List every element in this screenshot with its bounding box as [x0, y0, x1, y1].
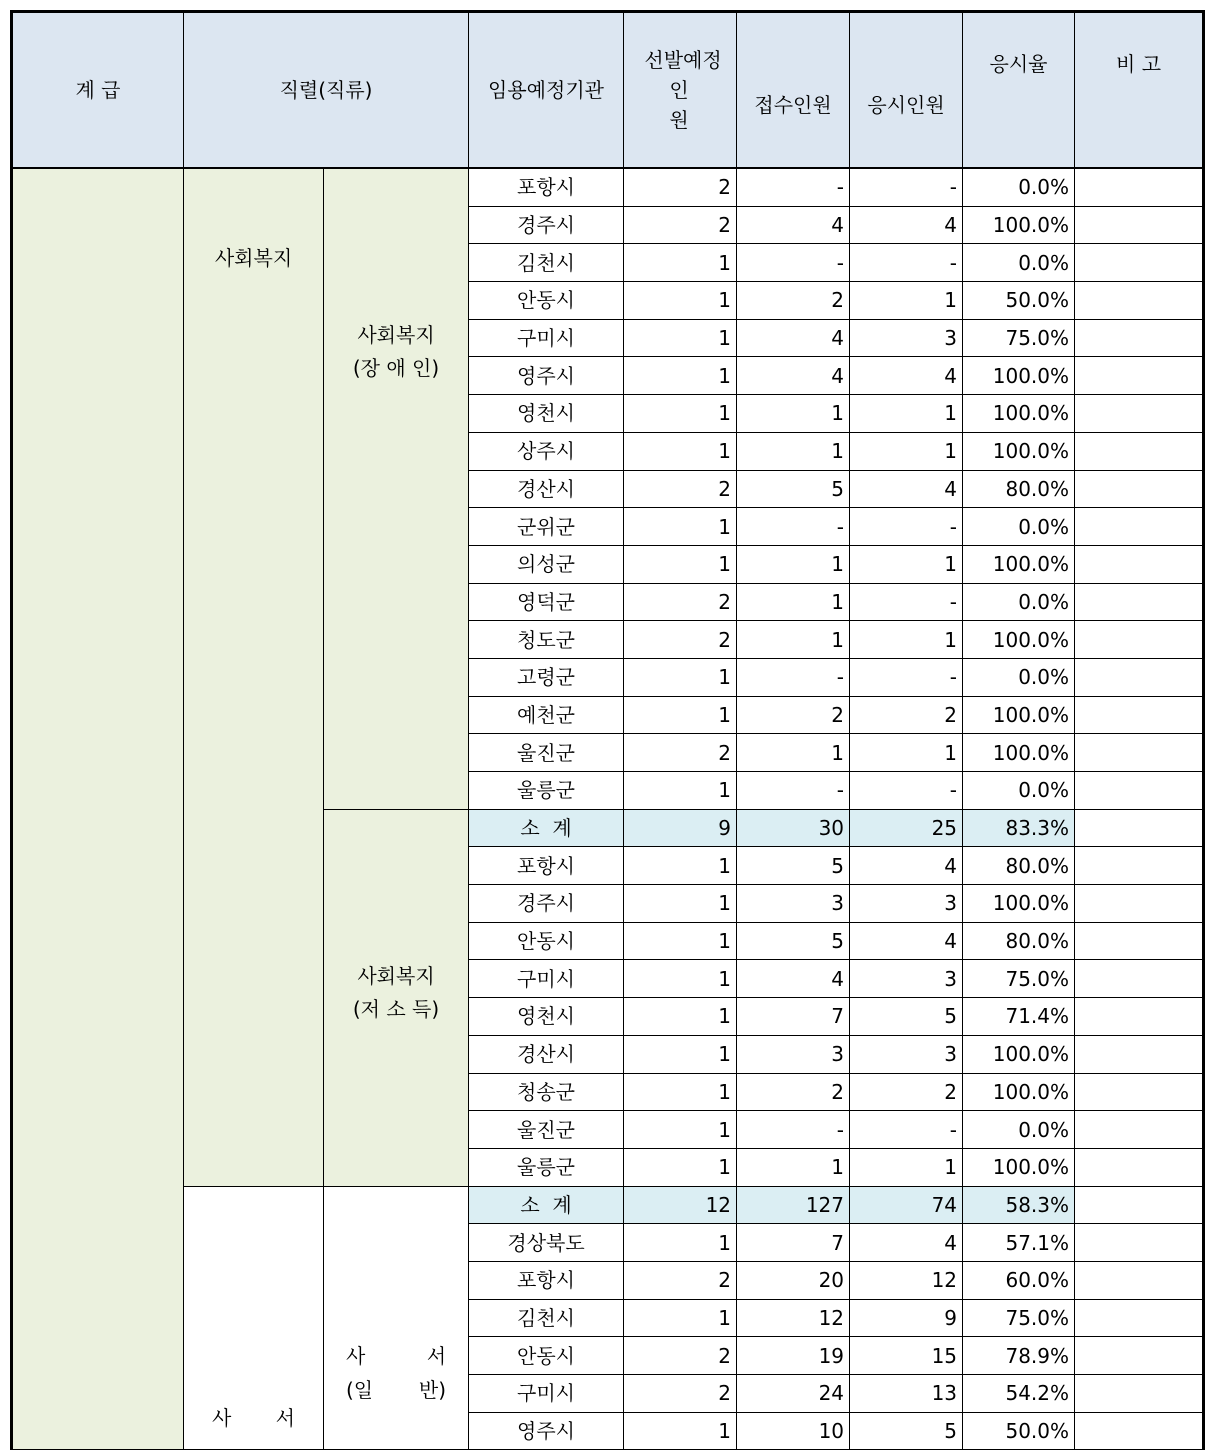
rate-cell: 0.0%: [963, 168, 1075, 206]
note-cell: [1075, 395, 1204, 433]
received-cell: 4: [737, 357, 850, 395]
rate-cell: 58.3%: [963, 1186, 1075, 1224]
received-cell: 24: [737, 1375, 850, 1413]
received-cell: 3: [737, 885, 850, 923]
rate-cell: 50.0%: [963, 282, 1075, 320]
table-row: [12, 168, 1204, 206]
received-cell: -: [737, 508, 850, 546]
agency-cell: 청송군: [469, 1073, 624, 1111]
agency-cell: 포항시: [469, 1261, 624, 1299]
examinees-cell: 4: [850, 922, 963, 960]
selection-cell: 2: [624, 1337, 737, 1375]
subseries-lowincome-line2: (저 소 득): [352, 996, 440, 1021]
subseries-librarian-general: [324, 1186, 469, 1450]
received-cell: 1: [737, 621, 850, 659]
rate-cell: 50.0%: [963, 1412, 1075, 1450]
selection-cell: 1: [624, 545, 737, 583]
rate-cell: 100.0%: [963, 545, 1075, 583]
note-cell: [1075, 734, 1204, 772]
agency-cell: 구미시: [469, 319, 624, 357]
received-cell: 2: [737, 282, 850, 320]
note-cell: [1075, 1073, 1204, 1111]
note-cell: [1075, 847, 1204, 885]
agency-cell: 소 계: [469, 1186, 624, 1224]
received-cell: 5: [737, 922, 850, 960]
header-selection-line2b: 원: [669, 108, 689, 132]
received-cell: -: [737, 168, 850, 206]
selection-cell: 1: [624, 1073, 737, 1111]
selection-cell: 9: [624, 809, 737, 847]
selection-cell: 1: [624, 847, 737, 885]
agency-cell: 소 계: [469, 809, 624, 847]
header-examinees: 응시인원: [850, 12, 963, 169]
note-cell: [1075, 1111, 1204, 1149]
selection-cell: 1: [624, 922, 737, 960]
rate-cell: 100.0%: [963, 734, 1075, 772]
agency-cell: 안동시: [469, 922, 624, 960]
examinees-cell: 12: [850, 1261, 963, 1299]
rate-cell: 0.0%: [963, 1111, 1075, 1149]
grade-cell: [12, 168, 184, 1450]
examinees-cell: 1: [850, 621, 963, 659]
received-cell: 30: [737, 809, 850, 847]
selection-cell: 1: [624, 508, 737, 546]
note-cell: [1075, 1035, 1204, 1073]
examinees-cell: -: [850, 772, 963, 810]
examinees-cell: 4: [850, 357, 963, 395]
subseries-lowincome: [324, 809, 469, 1186]
note-cell: [1075, 282, 1204, 320]
agency-cell: 구미시: [469, 1375, 624, 1413]
agency-cell: 안동시: [469, 282, 624, 320]
examinees-cell: 15: [850, 1337, 963, 1375]
subseries-librarian-general-b: 서: [426, 1344, 447, 1369]
received-cell: 1: [737, 1148, 850, 1186]
received-cell: 2: [737, 1073, 850, 1111]
examinees-cell: 1: [850, 282, 963, 320]
note-cell: [1075, 244, 1204, 282]
header-note: 비 고: [1075, 12, 1204, 169]
agency-cell: 경주시: [469, 206, 624, 244]
series-librarian-a: 사: [212, 1406, 232, 1431]
note-cell: [1075, 583, 1204, 621]
examinees-cell: 4: [850, 847, 963, 885]
agency-cell: 울진군: [469, 734, 624, 772]
rate-cell: 100.0%: [963, 1148, 1075, 1186]
header-selection: [624, 12, 737, 169]
received-cell: 1: [737, 432, 850, 470]
received-cell: 5: [737, 470, 850, 508]
note-cell: [1075, 357, 1204, 395]
received-cell: -: [737, 1111, 850, 1149]
subtotal-row: [12, 1186, 1204, 1224]
note-cell: [1075, 1337, 1204, 1375]
selection-cell: 1: [624, 319, 737, 357]
examinees-cell: 4: [850, 470, 963, 508]
note-cell: [1075, 168, 1204, 206]
received-cell: 7: [737, 1224, 850, 1262]
series-social-welfare-label: 사회복지: [214, 246, 293, 270]
rate-cell: 80.0%: [963, 470, 1075, 508]
selection-cell: 2: [624, 206, 737, 244]
series-social-welfare: [184, 168, 324, 1186]
note-cell: [1075, 772, 1204, 810]
selection-cell: 1: [624, 998, 737, 1036]
examinees-cell: 2: [850, 696, 963, 734]
agency-cell: 영주시: [469, 1412, 624, 1450]
agency-cell: 김천시: [469, 1299, 624, 1337]
rate-cell: 75.0%: [963, 1299, 1075, 1337]
note-cell: [1075, 809, 1204, 847]
note-cell: [1075, 432, 1204, 470]
header-grade: 계 급: [12, 12, 184, 169]
agency-cell: 영주시: [469, 357, 624, 395]
examinees-cell: 1: [850, 734, 963, 772]
rate-cell: 75.0%: [963, 960, 1075, 998]
note-cell: [1075, 1148, 1204, 1186]
agency-cell: 상주시: [469, 432, 624, 470]
exam-statistics-table: [10, 10, 1205, 1450]
received-cell: 1: [737, 734, 850, 772]
note-cell: [1075, 545, 1204, 583]
note-cell: [1075, 922, 1204, 960]
selection-cell: 1: [624, 885, 737, 923]
rate-cell: 100.0%: [963, 432, 1075, 470]
subseries-lowincome-line1: 사회복지: [357, 963, 435, 988]
rate-cell: 83.3%: [963, 809, 1075, 847]
examinees-cell: -: [850, 1111, 963, 1149]
note-cell: [1075, 206, 1204, 244]
selection-cell: 1: [624, 772, 737, 810]
agency-cell: 경주시: [469, 885, 624, 923]
selection-cell: 1: [624, 1148, 737, 1186]
header-rate: 응시율: [963, 12, 1075, 169]
note-cell: [1075, 696, 1204, 734]
agency-cell: 경산시: [469, 470, 624, 508]
selection-cell: 1: [624, 658, 737, 696]
agency-cell: 포항시: [469, 847, 624, 885]
rate-cell: 54.2%: [963, 1375, 1075, 1413]
selection-cell: 2: [624, 1261, 737, 1299]
examinees-cell: 3: [850, 960, 963, 998]
examinees-cell: 13: [850, 1375, 963, 1413]
subseries-librarian-general-a: 사: [346, 1344, 366, 1369]
examinees-cell: 1: [850, 545, 963, 583]
examinees-cell: 1: [850, 395, 963, 433]
note-cell: [1075, 885, 1204, 923]
received-cell: 10: [737, 1412, 850, 1450]
table-header-row: [12, 12, 1204, 169]
received-cell: -: [737, 772, 850, 810]
rate-cell: 100.0%: [963, 885, 1075, 923]
received-cell: 127: [737, 1186, 850, 1224]
subseries-disabled-line1: 사회복지: [357, 323, 435, 347]
rate-cell: 100.0%: [963, 1035, 1075, 1073]
received-cell: 1: [737, 545, 850, 583]
rate-cell: 0.0%: [963, 508, 1075, 546]
agency-cell: 군위군: [469, 508, 624, 546]
examinees-cell: 25: [850, 809, 963, 847]
selection-cell: 1: [624, 1035, 737, 1073]
rate-cell: 100.0%: [963, 621, 1075, 659]
agency-cell: 경상북도: [469, 1224, 624, 1262]
series-librarian: [184, 1186, 324, 1450]
examinees-cell: 5: [850, 1412, 963, 1450]
note-cell: [1075, 508, 1204, 546]
received-cell: 3: [737, 1035, 850, 1073]
rate-cell: 57.1%: [963, 1224, 1075, 1262]
agency-cell: 구미시: [469, 960, 624, 998]
note-cell: [1075, 960, 1204, 998]
examinees-cell: 74: [850, 1186, 963, 1224]
examinees-cell: 1: [850, 1148, 963, 1186]
examinees-cell: -: [850, 244, 963, 282]
received-cell: 1: [737, 583, 850, 621]
agency-cell: 김천시: [469, 244, 624, 282]
examinees-cell: -: [850, 168, 963, 206]
rate-cell: 0.0%: [963, 658, 1075, 696]
received-cell: -: [737, 658, 850, 696]
selection-cell: 2: [624, 470, 737, 508]
rate-cell: 80.0%: [963, 847, 1075, 885]
examinees-cell: 2: [850, 1073, 963, 1111]
examinees-cell: 9: [850, 1299, 963, 1337]
selection-cell: 1: [624, 282, 737, 320]
received-cell: 7: [737, 998, 850, 1036]
note-cell: [1075, 1224, 1204, 1262]
agency-cell: 의성군: [469, 545, 624, 583]
note-cell: [1075, 1186, 1204, 1224]
rate-cell: 0.0%: [963, 244, 1075, 282]
rate-cell: 100.0%: [963, 395, 1075, 433]
rate-cell: 75.0%: [963, 319, 1075, 357]
header-series: 직렬(직류): [184, 12, 469, 169]
note-cell: [1075, 1375, 1204, 1413]
examinees-cell: -: [850, 583, 963, 621]
rate-cell: 71.4%: [963, 998, 1075, 1036]
agency-cell: 경산시: [469, 1035, 624, 1073]
selection-cell: 1: [624, 696, 737, 734]
agency-cell: 포항시: [469, 168, 624, 206]
selection-cell: 2: [624, 621, 737, 659]
agency-cell: 영덕군: [469, 583, 624, 621]
examinees-cell: 4: [850, 206, 963, 244]
received-cell: 20: [737, 1261, 850, 1299]
note-cell: [1075, 1412, 1204, 1450]
note-cell: [1075, 319, 1204, 357]
received-cell: -: [737, 244, 850, 282]
examinees-cell: 4: [850, 1224, 963, 1262]
agency-cell: 예천군: [469, 696, 624, 734]
header-selection-line2a: 인: [669, 78, 689, 102]
note-cell: [1075, 998, 1204, 1036]
note-cell: [1075, 658, 1204, 696]
selection-cell: 1: [624, 432, 737, 470]
agency-cell: 울릉군: [469, 772, 624, 810]
agency-cell: 안동시: [469, 1337, 624, 1375]
examinees-cell: -: [850, 508, 963, 546]
received-cell: 12: [737, 1299, 850, 1337]
subseries-librarian-general-c: (일: [346, 1378, 374, 1403]
note-cell: [1075, 1261, 1204, 1299]
agency-cell: 영천시: [469, 998, 624, 1036]
examinees-cell: 3: [850, 319, 963, 357]
subseries-disabled: [324, 168, 469, 809]
received-cell: 19: [737, 1337, 850, 1375]
rate-cell: 80.0%: [963, 922, 1075, 960]
rate-cell: 100.0%: [963, 1073, 1075, 1111]
series-librarian-b: 서: [275, 1406, 295, 1431]
examinees-cell: -: [850, 658, 963, 696]
note-cell: [1075, 621, 1204, 659]
selection-cell: 1: [624, 244, 737, 282]
examinees-cell: 5: [850, 998, 963, 1036]
selection-cell: 1: [624, 357, 737, 395]
agency-cell: 울진군: [469, 1111, 624, 1149]
received-cell: 2: [737, 696, 850, 734]
selection-cell: 2: [624, 1375, 737, 1413]
header-agency: 임용예정기관: [469, 12, 624, 169]
selection-cell: 1: [624, 1412, 737, 1450]
header-selection-line1: 선발예정: [644, 48, 722, 72]
received-cell: 5: [737, 847, 850, 885]
selection-cell: 2: [624, 168, 737, 206]
examinees-cell: 1: [850, 432, 963, 470]
agency-cell: 고령군: [469, 658, 624, 696]
rate-cell: 100.0%: [963, 357, 1075, 395]
selection-cell: 1: [624, 960, 737, 998]
note-cell: [1075, 470, 1204, 508]
selection-cell: 1: [624, 1299, 737, 1337]
subseries-disabled-line2: (장 애 인): [352, 356, 440, 380]
examinees-cell: 3: [850, 885, 963, 923]
note-cell: [1075, 1299, 1204, 1337]
rate-cell: 60.0%: [963, 1261, 1075, 1299]
received-cell: 4: [737, 206, 850, 244]
selection-cell: 12: [624, 1186, 737, 1224]
received-cell: 4: [737, 960, 850, 998]
selection-cell: 1: [624, 1111, 737, 1149]
agency-cell: 울릉군: [469, 1148, 624, 1186]
received-cell: 1: [737, 395, 850, 433]
rate-cell: 100.0%: [963, 206, 1075, 244]
subseries-librarian-general-d: 반): [418, 1378, 447, 1403]
agency-cell: 청도군: [469, 621, 624, 659]
rate-cell: 0.0%: [963, 772, 1075, 810]
examinees-cell: 3: [850, 1035, 963, 1073]
rate-cell: 100.0%: [963, 696, 1075, 734]
selection-cell: 2: [624, 734, 737, 772]
header-received: 접수인원: [737, 12, 850, 169]
selection-cell: 1: [624, 395, 737, 433]
rate-cell: 0.0%: [963, 583, 1075, 621]
selection-cell: 2: [624, 583, 737, 621]
selection-cell: 1: [624, 1224, 737, 1262]
agency-cell: 영천시: [469, 395, 624, 433]
rate-cell: 78.9%: [963, 1337, 1075, 1375]
received-cell: 4: [737, 319, 850, 357]
